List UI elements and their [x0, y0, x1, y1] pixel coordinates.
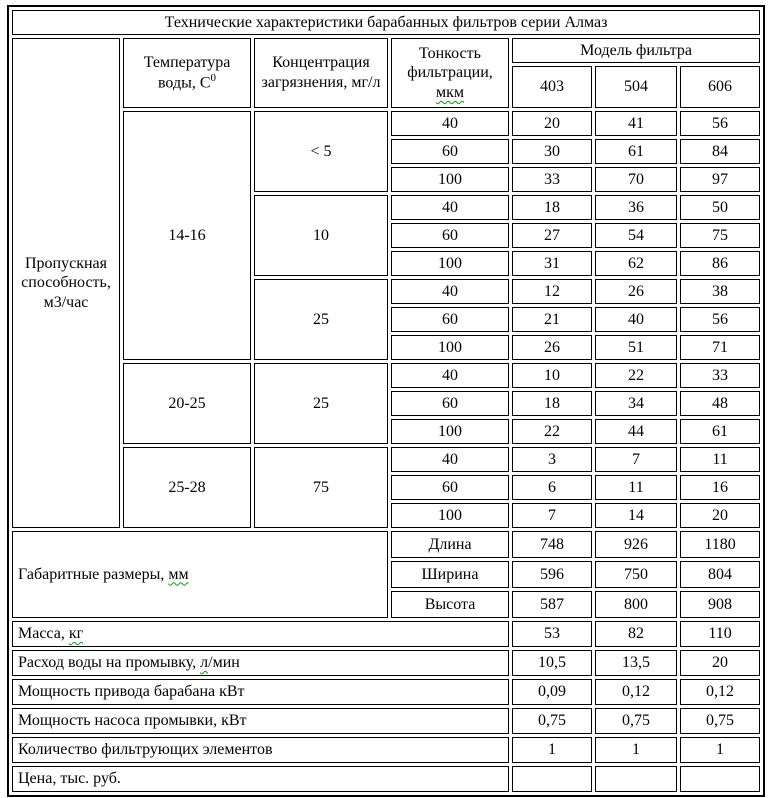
misspelled-word: л: [200, 654, 209, 672]
dimensions-label-cell: [12, 531, 388, 618]
value-cell: 51: [595, 335, 677, 360]
dimensions-label-text: Габаритные размеры,: [18, 565, 169, 583]
temperature-header-text: Температура воды, С: [143, 53, 231, 92]
value-cell: 1: [512, 737, 592, 763]
concentration-group-cell: < 5: [254, 111, 388, 192]
micron-cell: 40: [391, 195, 509, 220]
value-cell: 48: [680, 391, 760, 416]
value-cell: 56: [680, 111, 760, 136]
value-cell: 1: [595, 737, 677, 763]
value-cell: 70: [595, 167, 677, 192]
value-cell: 110: [680, 621, 760, 647]
dimension-value-cell: 800: [595, 591, 677, 618]
value-cell: 0,75: [512, 708, 592, 734]
value-cell: 14: [595, 503, 677, 528]
value-cell: 54: [595, 223, 677, 248]
micron-cell: 40: [391, 363, 509, 388]
value-cell: 34: [595, 391, 677, 416]
value-cell: 86: [680, 251, 760, 276]
value-cell: 40: [595, 307, 677, 332]
value-cell: 31: [512, 251, 592, 276]
value-cell: 1: [680, 737, 760, 763]
value-cell: 13,5: [595, 650, 677, 676]
dimension-value-cell: 804: [680, 561, 760, 588]
dimension-name-cell: Ширина: [391, 561, 509, 588]
micron-cell: 100: [391, 167, 509, 192]
bottom-label-cell: [12, 679, 509, 705]
value-cell: [595, 766, 677, 792]
bottom-row: [12, 621, 760, 647]
concentration-group-cell: 10: [254, 195, 388, 276]
micron-cell: 40: [391, 447, 509, 472]
value-cell: 84: [680, 139, 760, 164]
bottom-label-cell: [12, 737, 509, 763]
table-title: Технические характеристики барабанных фильтров серии Алмаз: [12, 10, 760, 35]
micron-cell: 100: [391, 251, 509, 276]
value-cell: 62: [595, 251, 677, 276]
micron-cell: 100: [391, 419, 509, 444]
value-cell: 0,75: [595, 708, 677, 734]
value-cell: 61: [595, 139, 677, 164]
value-cell: 18: [512, 195, 592, 220]
data-row: [12, 447, 760, 472]
dimension-name-cell: Высота: [391, 591, 509, 618]
dimension-value-cell: 748: [512, 531, 592, 558]
data-row: [12, 363, 760, 388]
model-cell-504: 504: [595, 66, 677, 108]
value-cell: 0,12: [595, 679, 677, 705]
dimension-value-cell: 750: [595, 561, 677, 588]
value-cell: 20: [680, 650, 760, 676]
bottom-label-cell: [12, 621, 509, 647]
value-cell: 11: [595, 475, 677, 500]
value-cell: 22: [512, 419, 592, 444]
value-cell: 12: [512, 279, 592, 304]
bottom-label-text: Мощность насоса промывки, кВт: [18, 712, 247, 730]
capacity-label-cell: Пропускная способность, м3/час: [12, 38, 120, 528]
value-cell: 26: [512, 335, 592, 360]
value-cell: 0,12: [680, 679, 760, 705]
value-cell: 44: [595, 419, 677, 444]
temperature-group-cell: 25-28: [123, 447, 251, 528]
dimension-value-cell: 908: [680, 591, 760, 618]
fineness-header-cell: [391, 38, 509, 108]
value-cell: 50: [680, 195, 760, 220]
bottom-row: [12, 737, 760, 763]
dimension-value-cell: 596: [512, 561, 592, 588]
bottom-label-text: Расход воды на промывку,: [18, 654, 201, 672]
value-cell: 0,75: [680, 708, 760, 734]
model-cell-403: 403: [512, 66, 592, 108]
value-cell: 22: [595, 363, 677, 388]
micron-cell: 100: [391, 335, 509, 360]
model-group-header-cell: Модель фильтра: [512, 38, 760, 63]
value-cell: 10: [512, 363, 592, 388]
value-cell: 41: [595, 111, 677, 136]
value-cell: 61: [680, 419, 760, 444]
title-row: [12, 10, 760, 35]
micron-cell: 60: [391, 475, 509, 500]
micron-cell: 60: [391, 139, 509, 164]
micron-cell: 60: [391, 391, 509, 416]
temperature-sup: 0: [210, 72, 217, 85]
concentration-group-cell: 75: [254, 447, 388, 528]
bottom-row: [12, 766, 760, 792]
bottom-row: [12, 679, 760, 705]
temperature-group-cell: 20-25: [123, 363, 251, 444]
value-cell: 75: [680, 223, 760, 248]
value-cell: 3: [512, 447, 592, 472]
micron-cell: 100: [391, 503, 509, 528]
model-cell-606: 606: [680, 66, 760, 108]
value-cell: 11: [680, 447, 760, 472]
bottom-label-cell: [12, 650, 509, 676]
data-row: [12, 111, 760, 136]
micron-cell: 60: [391, 307, 509, 332]
temperature-group-cell: 14-16: [123, 111, 251, 360]
value-cell: 0,09: [512, 679, 592, 705]
header-row-1: [12, 38, 760, 63]
value-cell: 97: [680, 167, 760, 192]
value-cell: 38: [680, 279, 760, 304]
dimension-row: [12, 531, 760, 558]
bottom-label-text: Мощность привода барабана кВт: [18, 683, 245, 701]
misspelled-word: мм: [168, 565, 189, 583]
concentration-group-cell: 25: [254, 279, 388, 360]
micron-cell: 60: [391, 223, 509, 248]
micron-cell: 40: [391, 279, 509, 304]
spec-table: [7, 5, 765, 797]
value-cell: 33: [680, 363, 760, 388]
value-cell: 16: [680, 475, 760, 500]
dimension-value-cell: 926: [595, 531, 677, 558]
value-cell: 6: [512, 475, 592, 500]
dimension-value-cell: 1180: [680, 531, 760, 558]
bottom-label-cell: [12, 708, 509, 734]
bottom-row: [12, 650, 760, 676]
bottom-label-suffix: /мин: [208, 654, 240, 672]
bottom-label-text: Количество фильтрующих элементов: [18, 741, 273, 759]
value-cell: 71: [680, 335, 760, 360]
value-cell: 33: [512, 167, 592, 192]
dimension-value-cell: 587: [512, 591, 592, 618]
value-cell: 20: [680, 503, 760, 528]
bottom-row: [12, 708, 760, 734]
value-cell: 21: [512, 307, 592, 332]
temperature-header-cell: [123, 38, 251, 108]
concentration-group-cell: 25: [254, 363, 388, 444]
bottom-label-text: Масса,: [18, 625, 69, 643]
value-cell: 26: [595, 279, 677, 304]
value-cell: [512, 766, 592, 792]
value-cell: 18: [512, 391, 592, 416]
misspelled-word: кг: [68, 625, 84, 643]
value-cell: 10,5: [512, 650, 592, 676]
value-cell: 56: [680, 307, 760, 332]
value-cell: [680, 766, 760, 792]
fineness-header-text: Тонкость фильтрации,: [407, 44, 493, 82]
micron-cell: 40: [391, 111, 509, 136]
value-cell: 20: [512, 111, 592, 136]
dimension-name-cell: Длина: [391, 531, 509, 558]
value-cell: 36: [595, 195, 677, 220]
value-cell: 53: [512, 621, 592, 647]
value-cell: 7: [595, 447, 677, 472]
bottom-label-cell: [12, 766, 509, 792]
value-cell: 7: [512, 503, 592, 528]
value-cell: 30: [512, 139, 592, 164]
value-cell: 82: [595, 621, 677, 647]
bottom-label-text: Цена, тыс. руб.: [18, 770, 121, 788]
value-cell: 27: [512, 223, 592, 248]
misspelled-word: мкм: [435, 83, 465, 101]
concentration-header-cell: Концентрация загрязнения, мг/л: [254, 38, 388, 108]
